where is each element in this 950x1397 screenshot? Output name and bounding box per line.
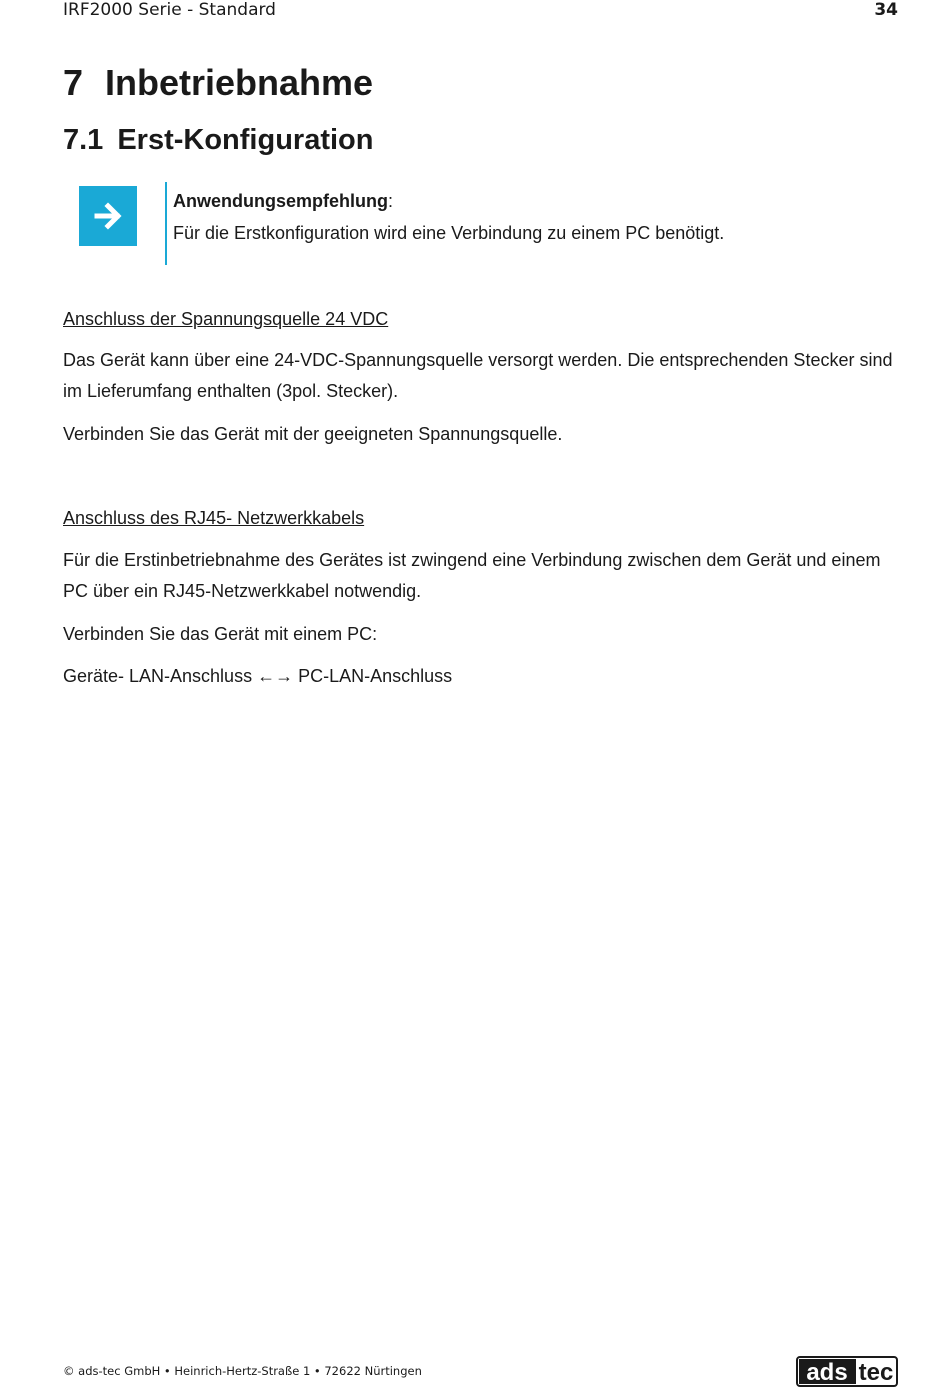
section-heading xyxy=(63,124,373,157)
note-divider xyxy=(165,182,167,265)
arrow-right-icon xyxy=(79,186,137,246)
network-heading: Anschluss des RJ45- Netzwerkkabels xyxy=(63,508,365,528)
power-paragraph-2: Verbinden Sie das Gerät mit der geeigneten Spannungsquelle. xyxy=(63,424,563,444)
chapter-heading xyxy=(63,62,373,104)
logo-text-right: tec xyxy=(858,1359,894,1386)
note-text: Für die Erstkonfiguration wird eine Verbindung zu einem PC benötigt. xyxy=(173,223,725,243)
chapter-title: Inbetriebnahme xyxy=(105,62,374,103)
chapter-number: 7 xyxy=(63,62,84,103)
power-paragraph-1: Das Gerät kann über eine 24-VDC-Spannungsquelle versorgt werden. Die entsprechenden Stecker sind im Lieferumfang enthalten (3pol. Stecker). xyxy=(63,350,893,401)
note-title-text: Anwendungsempfehlung xyxy=(173,191,388,211)
section-number: 7.1 xyxy=(63,124,104,156)
note-title xyxy=(173,191,393,212)
network-paragraph-1: Für die Erstinbetriebnahme des Gerätes ist zwingend eine Verbindung zwischen dem Gerät und einem PC über ein RJ45-Netzwerkkabel notwendig. xyxy=(63,550,881,601)
logo-text-left: ads xyxy=(806,1359,848,1386)
document-title: IRF2000 Serie - Standard xyxy=(63,0,276,20)
footer-address: © ads-tec GmbH • Heinrich-Hertz-Straße 1 • 72622 Nürtingen xyxy=(63,1364,422,1378)
ads-tec-logo xyxy=(796,1356,898,1387)
network-paragraph-2: Verbinden Sie das Gerät mit einem PC: xyxy=(63,624,378,644)
network-connection: Geräte- LAN-Anschluss ←→ PC-LAN-Anschluss xyxy=(63,666,453,686)
page-number: 34 xyxy=(874,0,898,20)
note-title-colon: : xyxy=(388,191,394,211)
section-title: Erst-Konfiguration xyxy=(117,124,374,156)
power-heading: Anschluss der Spannungsquelle 24 VDC xyxy=(63,309,389,329)
